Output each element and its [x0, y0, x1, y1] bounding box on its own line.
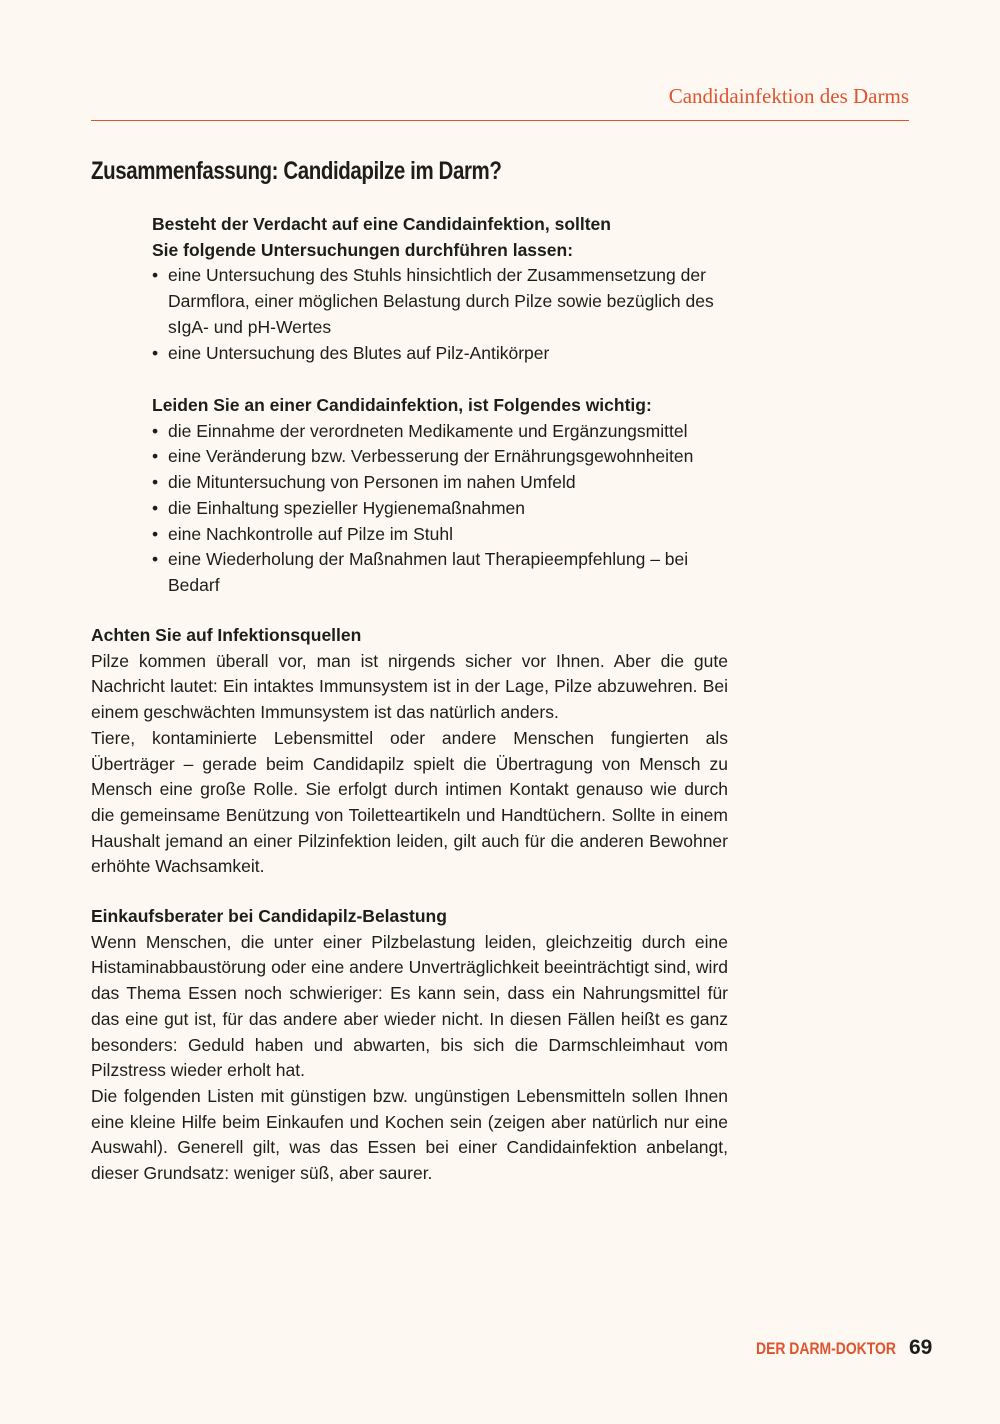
book-title-footer: DER DARM-DOKTOR: [756, 1339, 896, 1358]
paragraph: Die folgenden Listen mit günstigen bzw. ungünstigen Lebensmitteln sollen Ihnen eine kleine Hilfe beim Einkaufen und Kochen sein (zeigen aber natürlich nur eine Auswahl). Generell gilt, was das Essen bei einer Candidainfektion anbelangt, dieser Grundsatz: weniger süß, aber saurer.: [91, 1085, 728, 1184]
bullet-icon: •: [152, 523, 159, 544]
bullet-icon: •: [152, 342, 159, 363]
paragraph: Wenn Menschen, die unter einer Pilzbelastung leiden, gleichzeitig durch eine Histaminabbaustörung oder eine andere Unverträglichkeit beeinträchtigt sind, wird das Thema Essen noch schwieriger: Es kann sein, dass ein Nahrungsmittel für das eine gut ist, für das andere aber wieder nicht. In diesen Fällen heißt es ganz besonders: Geduld haben und abwarten, bis sich die Darmschleimhaut vom Pilzstress wieder erholt hat.: [91, 931, 728, 1081]
list-item: [152, 522, 752, 548]
list-item: [152, 444, 752, 470]
shopping-guide-section: [91, 904, 728, 1187]
list-item-text: die Einnahme der verordneten Medikamente und Ergänzungsmittel: [168, 420, 688, 441]
treatment-box: [152, 393, 752, 599]
paragraph: Pilze kommen überall vor, man ist nirgends sicher vor Ihnen. Aber die gute Nachricht lautet: Ein intaktes Immunsystem ist in der Lage, Pilze abzuwehren. Bei einem geschwächten Immunsystem ist das natürlich anders.: [91, 650, 728, 723]
list-item-text: eine Untersuchung des Stuhls hinsichtlich der Zusammensetzung der Darmflora, einer möglichen Belastung durch Pilze sowie bezüglich des sIgA- und pH-Wertes: [168, 265, 714, 337]
list-item-text: eine Untersuchung des Blutes auf Pilz-Antikörper: [168, 342, 550, 363]
bullet-icon: •: [152, 265, 159, 286]
running-header: Candidainfektion des Darms: [668, 84, 909, 108]
bullet-icon: •: [152, 549, 159, 570]
list-item-text: eine Nachkontrolle auf Pilze im Stuhl: [168, 523, 454, 544]
section-title: Achten Sie auf Infektionsquellen: [91, 625, 362, 645]
box1-lead-line2: Sie folgende Untersuchungen durchführen lassen:: [152, 239, 574, 260]
paragraph: Tiere, kontaminierte Lebensmittel oder andere Menschen fungierten als Überträger – gerade beim Candidapilz spielt die Übertragung von Mensch zu Mensch eine große Rolle. Sie erfolgt durch intimen Kontakt genauso wie durch die gemeinsame Benützung von Toiletteartikeln und Handtüchern. Sollte in einem Haushalt jemand an einer Pilzinfektion leiden, gilt auch für die anderen Bewohner erhöhte Wachsamkeit.: [91, 727, 728, 877]
box2-lead: Leiden Sie an einer Candidainfektion, ist Folgendes wichtig:: [152, 395, 652, 415]
list-item-text: die Einhaltung spezieller Hygienemaßnahmen: [168, 497, 526, 518]
bullet-icon: •: [152, 472, 159, 493]
list-item-text: die Mituntersuchung von Personen im nahen Umfeld: [168, 472, 576, 493]
box1-lead-line1: Besteht der Verdacht auf eine Candidainfektion, sollten: [152, 214, 611, 234]
list-item-text: eine Wiederholung der Maßnahmen laut Therapieempfehlung – bei Bedarf: [168, 549, 689, 595]
page-heading: Zusammenfassung: Candidapilze im Darm?: [91, 157, 502, 185]
page-number: 69: [909, 1336, 933, 1359]
list-item: [152, 419, 752, 445]
bullet-icon: •: [152, 497, 159, 518]
bullet-icon: •: [152, 446, 159, 467]
list-item-text: eine Veränderung bzw. Verbesserung der Ernährungsgewohnheiten: [168, 446, 694, 467]
examinations-box: [152, 212, 752, 366]
list-item: [152, 547, 752, 598]
list-item: [152, 470, 752, 496]
header-divider: [91, 120, 909, 121]
list-item: [152, 341, 752, 367]
bullet-icon: •: [152, 420, 159, 441]
infection-sources-section: [91, 623, 728, 880]
list-item: [152, 263, 752, 340]
section-title: Einkaufsberater bei Candidapilz-Belastung: [91, 906, 447, 926]
list-item: [152, 496, 752, 522]
